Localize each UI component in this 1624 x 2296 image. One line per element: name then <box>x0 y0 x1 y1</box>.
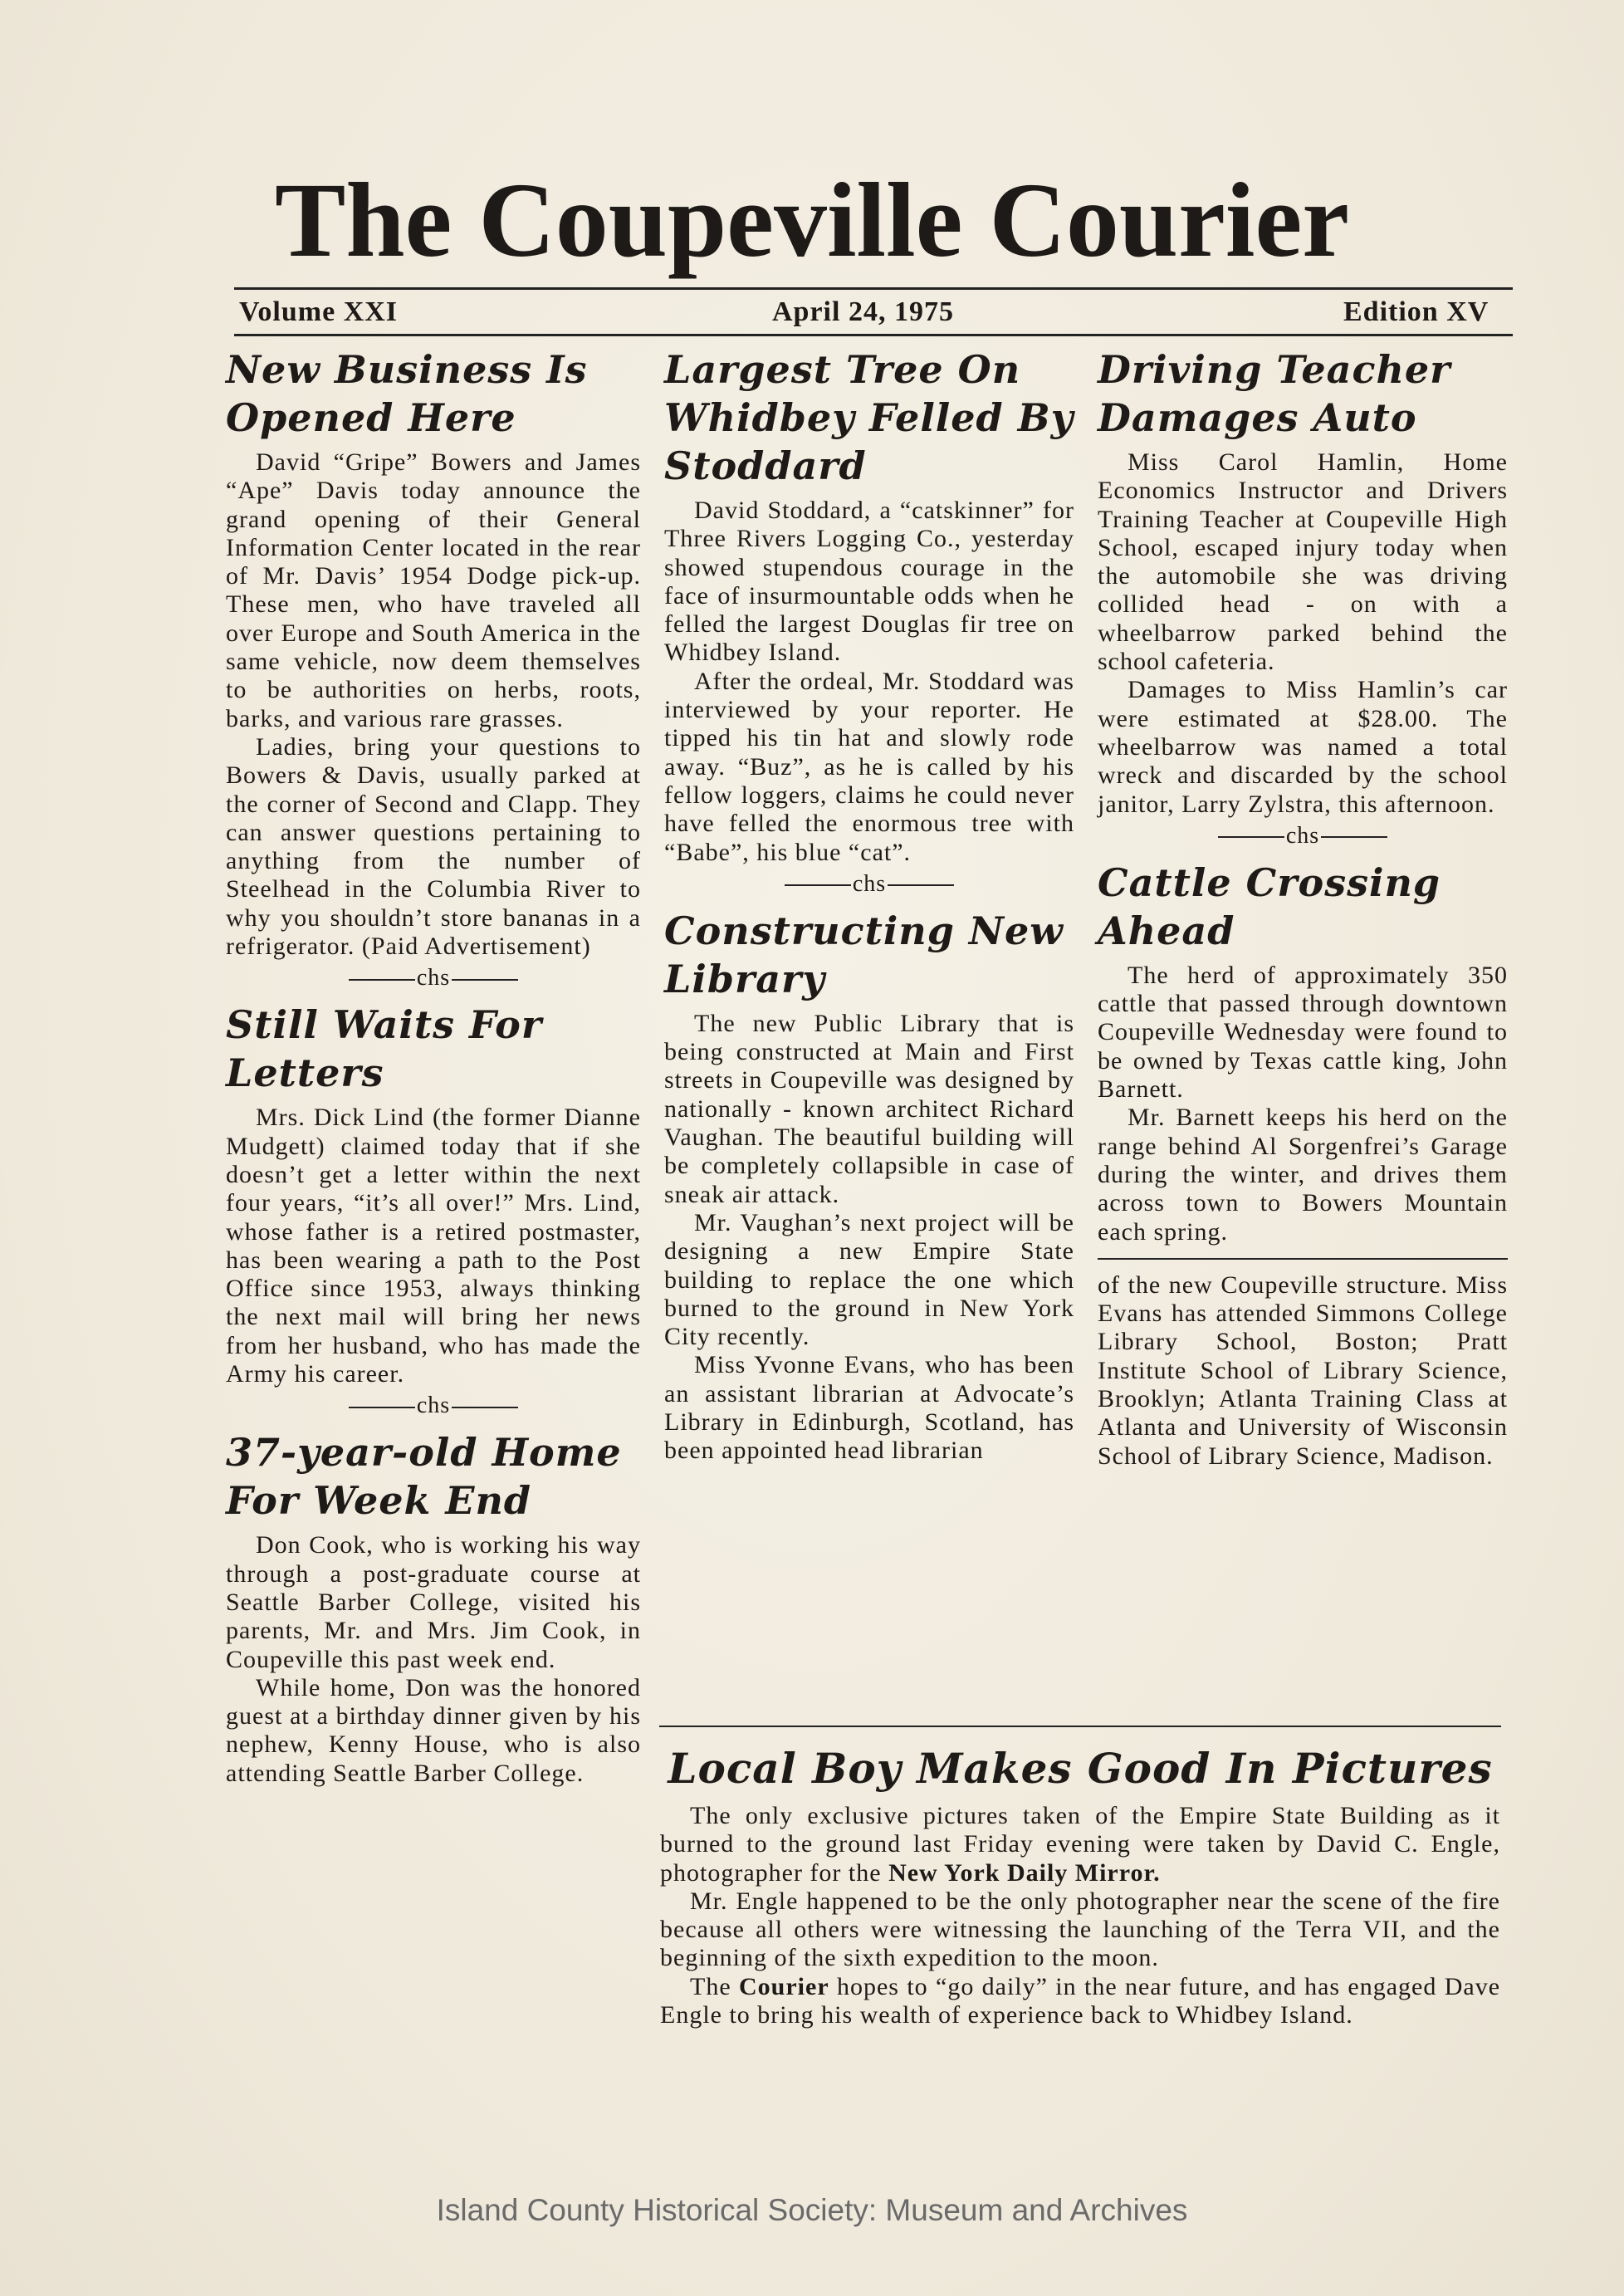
paragraph: Mr. Vaughan’s next project will be designing a new Empire State building to replace the one which burned to the ground in New York City recently. <box>664 1208 1074 1351</box>
article-library-continued <box>1098 1271 1508 1471</box>
volume-label: Volume XXI <box>239 296 399 327</box>
separator: chs <box>664 870 1074 898</box>
article-still-waits <box>226 1001 641 1420</box>
section-rule <box>659 1726 1501 1727</box>
headline: 37-year-old Home For Week End <box>226 1430 622 1524</box>
masthead-title: The Coupeville Courier <box>274 161 1350 279</box>
issue-date: April 24, 1975 <box>772 296 954 327</box>
column-rule <box>1098 1258 1508 1260</box>
article-new-business <box>226 345 641 992</box>
paragraph: Ladies, bring your questions to Bowers & Davis, usually parked at the corner of Second and Clapp. They can answer questions pertaining to anything from the number of Steelhead in the Columbia River to why you shouldn’t store bananas in a refrigerator. (Paid Advertisement) <box>226 732 641 961</box>
separator: chs <box>226 1392 641 1420</box>
article-library <box>664 907 1074 1466</box>
column-left <box>226 345 641 1796</box>
column-right <box>1098 345 1508 1471</box>
paragraph: The new Public Library that is being constructed at Main and First streets in Coupeville was designed by nationally - known architect Richard Vaughan. The beautiful building will be completely collapsible in case of sneak air attack. <box>664 1009 1074 1208</box>
headline: Largest Tree On Whidbey Felled By Stoddard <box>664 347 1074 488</box>
paragraph: Mr. Engle happened to be the only photographer near the scene of the fire because all others were witnessing the launching of the Terra VII, and the beginning of the sixth expedition to the moon. <box>660 1887 1500 1972</box>
headline: Driving Teacher Damages Auto <box>1098 347 1451 440</box>
paragraph: The Courier hopes to “go daily” in the near future, and has engaged Dave Engle to bring his wealth of experience back to Whidbey Island. <box>660 1972 1501 2029</box>
paragraph: David “Gripe” Bowers and James “Ape” Davis today announce the grand opening of their General Information Center located in the rear of Mr. Davis’ 1954 Dodge pick-up. These men, who have traveled all over Europe and South America in the same vehicle, now deem themselves to be authorities on herbs, roots, barks, and various rare grasses. <box>226 448 641 732</box>
paragraph: Mrs. Dick Lind (the former Dianne Mudgett) claimed today that if she doesn’t get a letter within the next four years, “it’s all over!” Mrs. Lind, whose father is a retired postmaster, has been wearing a path to the Post Office since 1953, always thinking the next mail will bring her news from her husband, who has made the Army his career. <box>226 1104 641 1388</box>
masthead-rule-bottom <box>234 334 1513 336</box>
article-driving-teacher <box>1098 345 1508 850</box>
paragraph: Miss Carol Hamlin, Home Economics Instructor and Drivers Training Teacher at Coupeville High School, escaped injury today when the automobile she was driving collided head - on with a wheelbarrow parked behind the school cafeteria. <box>1098 448 1508 676</box>
masthead-rule-top <box>234 287 1513 290</box>
paragraph: David Stoddard, a “catskinner” for Three Rivers Logging Co., yesterday showed stupendous courage in the face of insurmountable odds when he felled the largest Douglas fir tree on Whidbey Island. <box>664 497 1074 667</box>
paragraph: of the new Coupeville structure. Miss Evans has attended Simmons College Library School, Boston; Pratt Institute School of Library Science, Brooklyn; Atlanta Training Class at Atlanta and University of Wisconsin School of Library Science, Madison. <box>1098 1270 1508 1470</box>
headline: New Business Is Opened Here <box>226 347 588 440</box>
article-cattle <box>1098 859 1508 1246</box>
archive-watermark: Island County Historical Society: Museum and Archives <box>436 2193 1188 2227</box>
paragraph: While home, Don was the honored guest at a birthday dinner given by his nephew, Kenny House, who is also attending Seattle Barber College. <box>226 1673 641 1787</box>
headline: Cattle Crossing Ahead <box>1098 859 1441 953</box>
separator: chs <box>226 964 641 992</box>
paragraph: Miss Yvonne Evans, who has been an assistant librarian at Advocate’s Library in Edinburgh, Scotland, has been appointed head librarian <box>664 1351 1074 1465</box>
separator: chs <box>1098 822 1508 850</box>
paragraph: After the ordeal, Mr. Stoddard was interviewed by your reporter. He tipped his tin hat and slowly rode away. “Buz”, as he is called by his fellow loggers, claims he could never have felled the enormous tree with “Babe”, his blue “cat”. <box>664 667 1074 866</box>
article-largest-tree <box>664 345 1074 898</box>
headline: Still Waits For Letters <box>226 1002 543 1096</box>
headline: Constructing New Library <box>664 908 1064 1001</box>
article-local-boy <box>660 1742 1500 2029</box>
headline: Local Boy Makes Good In Pictures <box>668 1744 1493 1793</box>
paragraph: The herd of approximately 350 cattle that passed through downtown Coupeville Wednesday were found to be owned by Texas cattle king, John Barnett. <box>1098 961 1508 1104</box>
paragraph: Damages to Miss Hamlin’s car were estimated at $28.00. The wheelbarrow was named a total wreck and discarded by the school janitor, Larry Zylstra, this afternoon. <box>1098 676 1508 818</box>
edition-label: Edition XV <box>1343 296 1489 327</box>
column-middle <box>664 345 1074 1474</box>
paragraph: Don Cook, who is working his way through a post-graduate course at Seattle Barber College, visited his parents, Mr. and Mrs. Jim Cook, in Coupeville this past week end. <box>226 1531 641 1673</box>
article-home-week-end <box>226 1428 641 1788</box>
paragraph: Mr. Barnett keeps his herd on the range behind Al Sorgenfrei’s Garage during the winter, and drives them across town to Bowers Mountain each spring. <box>1098 1104 1508 1246</box>
paragraph: The only exclusive pictures taken of the Empire State Building as it burned to the ground last Friday evening were taken by David C. Engle, photographer for the New York Daily Mirror. <box>660 1802 1500 1887</box>
